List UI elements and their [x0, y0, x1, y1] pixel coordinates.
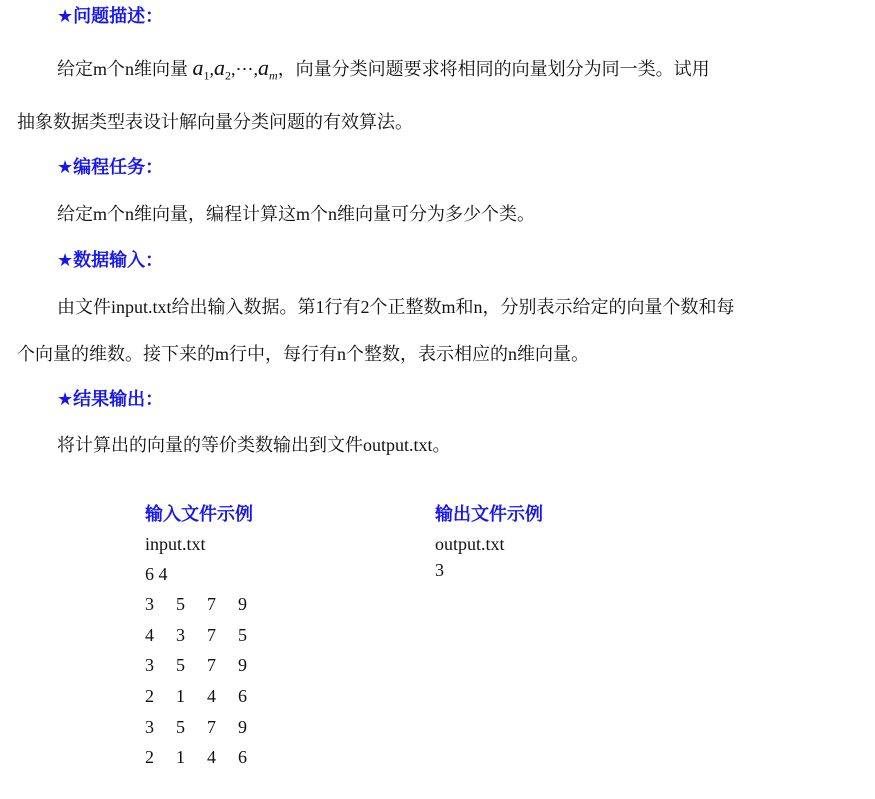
input-value: 9: [238, 594, 247, 614]
output-value: 3: [435, 560, 444, 580]
input-value: 4: [207, 686, 216, 707]
input-value: 6: [238, 686, 247, 707]
input-value: 5: [176, 655, 185, 676]
text: 给定m个n维向量: [57, 59, 189, 79]
problem-line-2: 抽象数据类型表设计解向量分类问题的有效算法。: [17, 112, 413, 132]
input-value: 7: [207, 594, 216, 614]
input-value: 7: [207, 624, 216, 645]
input-row: [145, 655, 269, 686]
vector-formula: $a_1,a_2,\cdots,a_m$: [192, 55, 278, 83]
input-value: 7: [207, 655, 216, 676]
heading-problem: ★问题描述：: [57, 6, 164, 27]
input-value: 5: [176, 594, 185, 614]
input-rows: [145, 594, 269, 778]
input-value: 3: [145, 655, 154, 676]
output-file-name: output.txt: [435, 534, 505, 554]
input-row: [145, 747, 269, 778]
input-value: 1: [176, 747, 185, 768]
input-value: 3: [176, 624, 185, 645]
input-value: 1: [176, 686, 185, 707]
problem-line-1: [57, 55, 710, 84]
input-value: 7: [207, 716, 216, 737]
input-value: 9: [238, 655, 247, 676]
input-value: 2: [145, 686, 154, 707]
input-row: [145, 594, 269, 625]
input-first-line: 6 4: [145, 564, 168, 584]
text: ，向量分类问题要求将相同的向量划分为同一类。试用: [277, 59, 710, 79]
input-example-title: 输入文件示例: [145, 504, 253, 525]
input-row: [145, 686, 269, 717]
input-value: 4: [207, 747, 216, 768]
input-value: 5: [176, 716, 185, 737]
input-row: [145, 625, 269, 656]
heading-input: ★数据输入：: [57, 250, 164, 271]
output-example-title: 输出文件示例: [435, 504, 543, 525]
input-value: 2: [145, 747, 154, 768]
input-row: [145, 717, 269, 748]
input-value: 3: [145, 716, 154, 737]
input-value: 9: [238, 716, 247, 737]
task-line: 给定m个n维向量，编程计算这m个n维向量可分为多少个类。: [57, 204, 535, 224]
output-line: 将计算出的向量的等价类数输出到文件output.txt。: [57, 435, 451, 455]
input-value: 6: [238, 747, 247, 768]
input-file-name: input.txt: [145, 534, 206, 554]
input-value: 4: [145, 624, 154, 645]
input-line-1: 由文件input.txt给出输入数据。第1行有2个正整数m和n，分别表示给定的向量个数和每: [57, 297, 735, 317]
heading-output: ★结果输出：: [57, 389, 164, 410]
input-line-2: 个向量的维数。接下来的m行中，每行有n个整数，表示相应的n维向量。: [17, 344, 589, 364]
input-value: 3: [145, 594, 154, 614]
heading-task: ★编程任务：: [57, 157, 164, 178]
input-value: 5: [238, 624, 247, 645]
